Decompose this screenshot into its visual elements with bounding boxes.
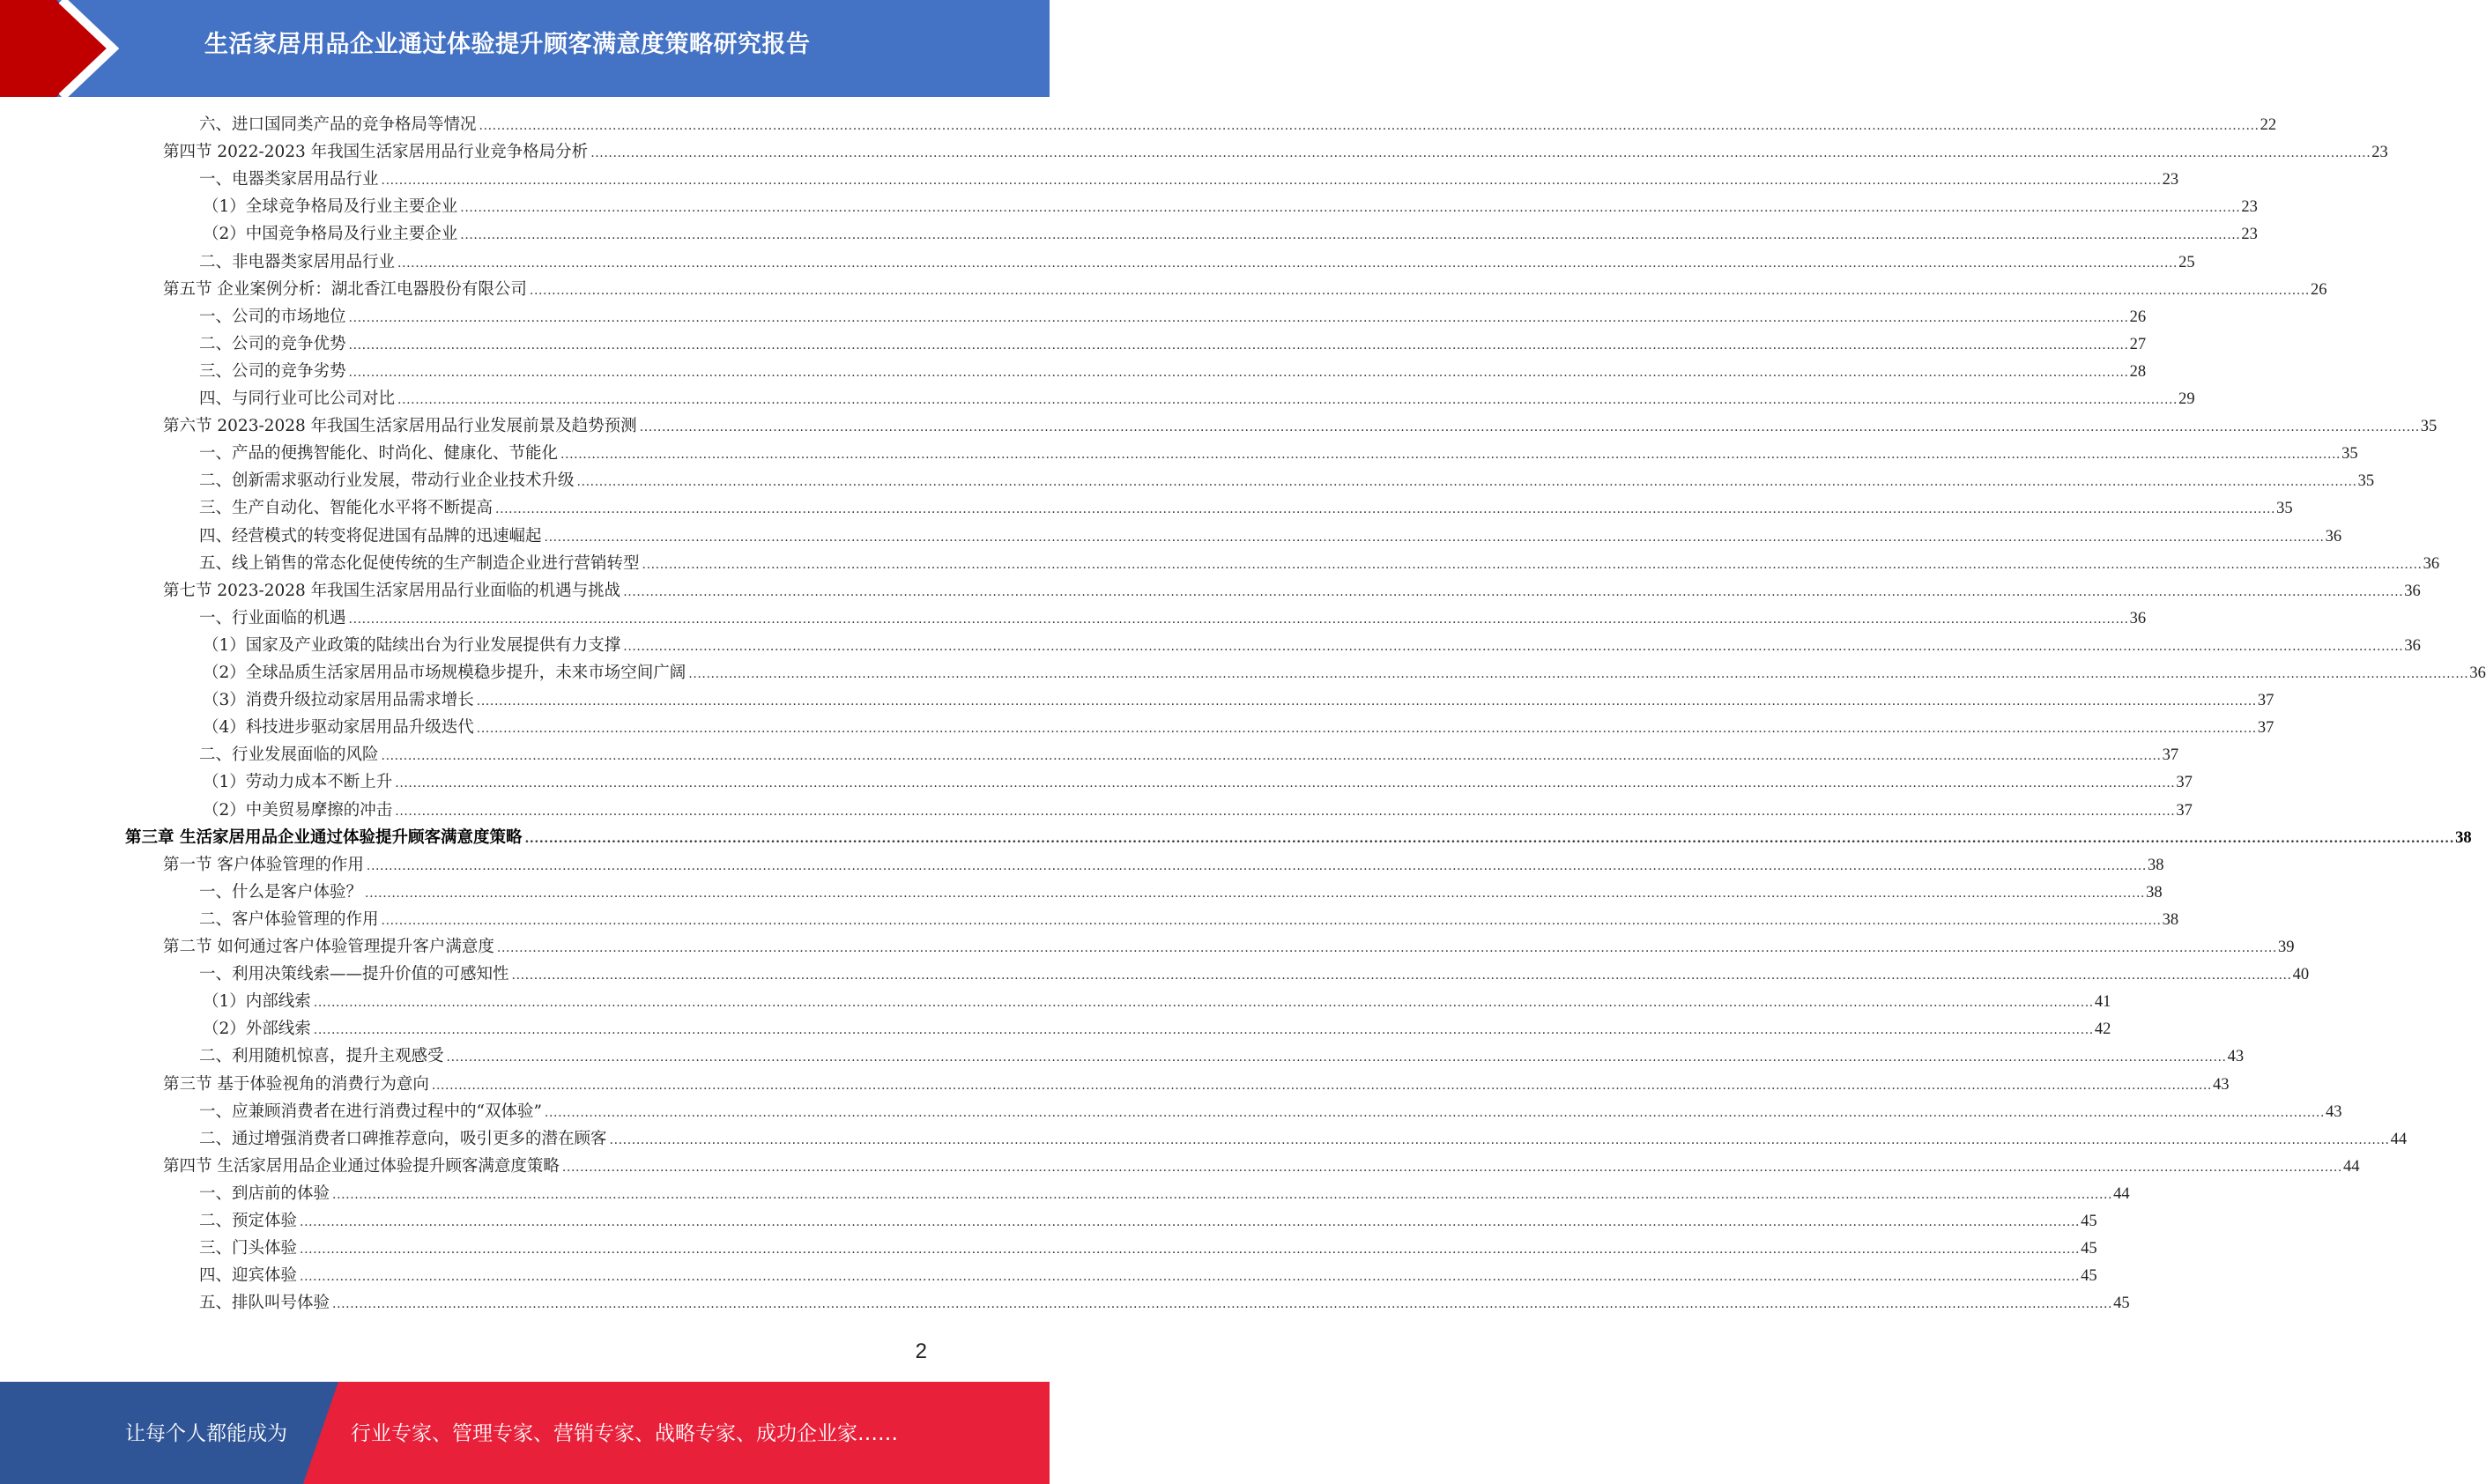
toc-page-number: 26 (2310, 281, 2327, 299)
toc-subsection-entry[interactable] (199, 1235, 2097, 1262)
toc-page-number: 35 (2420, 418, 2438, 435)
toc-subsection-entry[interactable] (199, 249, 2195, 276)
toc-dot-leader: ................................................................................................................................................................................................................................................................................................................................................................................................................ (348, 612, 2129, 627)
toc-entry-title: 第四节 2022-2023 年我国生活家居用品行业竞争格局分析 (163, 143, 589, 161)
toc-page-number: 26 (2129, 308, 2147, 326)
toc-subsection-entry[interactable] (199, 386, 2195, 412)
toc-dot-leader: ................................................................................................................................................................................................................................................................................................................................................................................................................ (348, 366, 2129, 380)
toc-dot-leader: ................................................................................................................................................................................................................................................................................................................................................................................................................ (642, 558, 2423, 572)
toc-subsection-entry[interactable] (199, 605, 2147, 632)
toc-page-number: 38 (2146, 884, 2163, 902)
toc-subsection-entry[interactable] (203, 715, 2275, 741)
toc-dot-leader: ................................................................................................................................................................................................................................................................................................................................................................................................................ (590, 146, 2371, 160)
toc-section-entry[interactable] (163, 1154, 2360, 1180)
toc-page-number: 37 (2176, 774, 2193, 791)
toc-dot-leader: ................................................................................................................................................................................................................................................................................................................................................................................................................ (460, 201, 2241, 215)
toc-dot-leader: ................................................................................................................................................................................................................................................................................................................................................................................................................ (560, 448, 2341, 462)
toc-dot-leader: ................................................................................................................................................................................................................................................................................................................................................................................................................ (529, 284, 2310, 298)
toc-page-number: 38 (2455, 829, 2472, 847)
toc-dot-leader: ................................................................................................................................................................................................................................................................................................................................................................................................................ (300, 1243, 2081, 1257)
toc-section-entry[interactable] (163, 934, 2295, 961)
header-banner (0, 0, 1050, 97)
toc-dot-leader: ................................................................................................................................................................................................................................................................................................................................................................................................................ (300, 1270, 2081, 1284)
toc-entry-title: （2）中国竞争格局及行业主要企业 (203, 225, 458, 243)
toc-entry-title: 四、与同行业可比公司对比 (199, 390, 396, 408)
toc-entry-title: 第六节 2023-2028 年我国生活家居用品行业发展前景及趋势预测 (163, 417, 637, 435)
toc-subsection-entry[interactable] (203, 687, 2275, 714)
toc-subsection-entry[interactable] (199, 359, 2147, 385)
toc-entry-title: （2）外部线索 (203, 1020, 311, 1038)
page-number: 2 (915, 1339, 927, 1363)
toc-subsection-entry[interactable] (199, 1099, 2342, 1125)
toc-subsection-entry[interactable] (203, 769, 2193, 796)
toc-page-number: 43 (2212, 1076, 2230, 1094)
toc-page-number: 35 (2341, 445, 2358, 463)
toc-entry-title: （1）内部线索 (203, 992, 311, 1011)
toc-page-number: 44 (2342, 1158, 2360, 1176)
toc-subsection-entry[interactable] (199, 1208, 2097, 1235)
toc-subsection-entry[interactable] (199, 331, 2147, 358)
toc-page-number: 38 (2162, 911, 2179, 929)
toc-dot-leader: ................................................................................................................................................................................................................................................................................................................................................................................................................ (348, 338, 2129, 352)
toc-subsection-entry[interactable] (199, 907, 2179, 933)
toc-entry-title: （2）中美贸易摩擦的冲击 (203, 801, 393, 820)
toc-dot-leader: ................................................................................................................................................................................................................................................................................................................................................................................................................ (479, 119, 2260, 133)
footer-banner (0, 1382, 1050, 1484)
toc-entry-title: 二、预定体验 (199, 1212, 298, 1230)
toc-entry-title: 六、进口国同类产品的竞争格局等情况 (199, 115, 477, 134)
toc-page-number: 42 (2094, 1020, 2111, 1038)
toc-page-number: 43 (2227, 1048, 2245, 1065)
toc-entry-title: 五、排队叫号体验 (199, 1294, 330, 1312)
toc-entry-title: 第七节 2023-2028 年我国生活家居用品行业面临的机遇与挑战 (163, 582, 621, 600)
toc-page-number: 43 (2326, 1103, 2342, 1121)
toc-entry-title: 第二节 如何通过客户体验管理提升客户满意度 (163, 938, 494, 956)
toc-entry-title: （2）全球品质生活家居用品市场规模稳步提升，未来市场空间广阔 (203, 664, 686, 682)
toc-dot-leader: ................................................................................................................................................................................................................................................................................................................................................................................................................ (623, 585, 2404, 599)
toc-section-entry[interactable] (163, 277, 2327, 303)
toc-entry-title: 第五节 企业案例分析：湖北香江电器股份有限公司 (163, 280, 527, 299)
toc-subsection-entry[interactable] (203, 633, 2421, 659)
toc-subsection-entry[interactable] (199, 495, 2293, 522)
toc-subsection-entry[interactable] (199, 304, 2147, 330)
toc-entry-title: 二、创新需求驱动行业发展，带动行业企业技术升级 (199, 471, 575, 490)
toc-subsection-entry[interactable] (199, 1290, 2130, 1317)
toc-entry-title: 第三章 生活家居用品企业通过体验提升顾客满意度策略 (125, 828, 523, 847)
toc-entry-title: 二、行业发展面临的风险 (199, 746, 379, 764)
toc-page-number: 45 (2081, 1213, 2097, 1230)
toc-entry-title: 第四节 生活家居用品企业通过体验提升顾客满意度策略 (163, 1157, 560, 1176)
toc-page-number: 45 (2113, 1295, 2130, 1312)
footer-slogan-right: 行业专家、管理专家、营销专家、战略专家、成功企业家…… (351, 1422, 898, 1445)
toc-entry-title: 二、通过增强消费者口碑推荐意向，吸引更多的潜在顾客 (199, 1130, 607, 1148)
toc-page-number: 28 (2129, 363, 2147, 381)
toc-subsection-entry[interactable] (203, 221, 2258, 248)
toc-entry-title: 五、线上销售的常态化促使传统的生产制造企业进行营销转型 (199, 554, 640, 573)
toc-section-entry[interactable] (163, 1072, 2230, 1098)
toc-dot-leader: ................................................................................................................................................................................................................................................................................................................................................................................................................ (623, 640, 2404, 654)
toc-page-number: 36 (2404, 582, 2421, 600)
toc-subsection-entry[interactable] (199, 468, 2375, 494)
toc-dot-leader: ................................................................................................................................................................................................................................................................................................................................................................................................................ (496, 941, 2277, 955)
toc-page-number: 23 (2371, 144, 2388, 161)
toc-dot-leader: ................................................................................................................................................................................................................................................................................................................................................................................................................ (332, 1297, 2113, 1311)
toc-dot-leader: ................................................................................................................................................................................................................................................................................................................................................................................................................ (395, 805, 2176, 819)
toc-dot-leader: ................................................................................................................................................................................................................................................................................................................................................................................................................ (544, 1106, 2325, 1120)
toc-subsection-entry[interactable] (203, 194, 2258, 220)
toc-entry-title: 二、非电器类家居用品行业 (199, 253, 396, 271)
toc-entry-title: 三、公司的竞争劣势 (199, 362, 346, 381)
toc-page-number: 37 (2257, 719, 2275, 737)
toc-entry-title: 一、产品的便携智能化、时尚化、健康化、节能化 (199, 444, 559, 463)
toc-dot-leader: ................................................................................................................................................................................................................................................................................................................................................................................................................ (476, 694, 2257, 709)
toc-entry-title: 一、电器类家居用品行业 (199, 170, 379, 189)
toc-entry-title: 一、公司的市场地位 (199, 308, 346, 326)
toc-subsection-entry[interactable] (199, 1181, 2130, 1207)
toc-dot-leader: ................................................................................................................................................................................................................................................................................................................................................................................................................ (348, 311, 2129, 325)
toc-entry-title: 二、客户体验管理的作用 (199, 910, 379, 929)
toc-entry-title: 第三节 基于体验视角的消费行为意向 (163, 1075, 429, 1094)
toc-entry-title: 一、什么是客户体验？ (199, 883, 363, 902)
toc-subsection-entry[interactable] (203, 1016, 2111, 1043)
toc-section-entry[interactable] (163, 413, 2438, 440)
toc-page-number: 37 (2162, 746, 2179, 764)
toc-entry-title: 三、生产自动化、智能化水平将不断提高 (199, 499, 493, 517)
toc-chapter-entry[interactable] (125, 825, 2472, 851)
toc-subsection-entry[interactable] (199, 112, 2277, 138)
toc-page-number: 35 (2357, 472, 2375, 490)
toc-entry-title: 一、行业面临的机遇 (199, 609, 346, 627)
toc-subsection-entry[interactable] (203, 989, 2111, 1015)
toc-page-number: 23 (2241, 198, 2258, 216)
toc-page-number: 22 (2260, 116, 2277, 134)
toc-entry-title: （1）全球竞争格局及行业主要企业 (203, 197, 458, 216)
toc-dot-leader: ................................................................................................................................................................................................................................................................................................................................................................................................................ (688, 667, 2469, 681)
toc-dot-leader: ................................................................................................................................................................................................................................................................................................................................................................................................................ (300, 1215, 2081, 1229)
toc-page-number: 25 (2178, 254, 2195, 271)
toc-subsection-entry[interactable] (199, 961, 2310, 988)
footer-slogan-left: 让每个人都能成为 (125, 1422, 287, 1445)
toc-subsection-entry[interactable] (203, 660, 2486, 686)
toc-entry-title: 二、利用随机惊喜，提升主观感受 (199, 1047, 444, 1065)
toc-page-number: 36 (2423, 555, 2440, 573)
toc-page-number: 29 (2178, 390, 2195, 408)
toc-subsection-entry[interactable] (203, 798, 2193, 824)
report-title: 生活家居用品企业通过体验提升顾客满意度策略研究报告 (204, 31, 811, 58)
toc-dot-leader: ................................................................................................................................................................................................................................................................................................................................................................................................................ (397, 393, 2178, 407)
toc-entry-title: （1）国家及产业政策的陆续出台为行业发展提供有力支撑 (203, 636, 621, 655)
toc-dot-leader: ................................................................................................................................................................................................................................................................................................................................................................................................................ (524, 832, 2455, 846)
toc-subsection-entry[interactable] (199, 441, 2358, 467)
toc-dot-leader: ................................................................................................................................................................................................................................................................................................................................................................................................................ (381, 749, 2162, 763)
toc-dot-leader: ................................................................................................................................................................................................................................................................................................................................................................................................................ (576, 475, 2357, 489)
toc-subsection-entry[interactable] (199, 523, 2342, 550)
toc-dot-leader: ................................................................................................................................................................................................................................................................................................................................................................................................................ (639, 420, 2420, 434)
toc-page-number: 37 (2176, 802, 2193, 820)
toc-page-number: 36 (2404, 637, 2421, 655)
toc-page-number: 23 (2241, 226, 2258, 243)
toc-entry-title: （4）科技进步驱动家居用品升级迭代 (203, 718, 474, 737)
toc-dot-leader: ................................................................................................................................................................................................................................................................................................................................................................................................................ (544, 531, 2325, 545)
toc-entry-title: 一、利用决策线索——提升价值的可感知性 (199, 965, 509, 983)
toc-subsection-entry[interactable] (199, 742, 2179, 768)
toc-section-entry[interactable] (163, 139, 2388, 166)
toc-dot-leader: ................................................................................................................................................................................................................................................................................................................................................................................................................ (332, 1188, 2113, 1202)
toc-entry-title: 四、迎宾体验 (199, 1266, 298, 1285)
toc-dot-leader: ................................................................................................................................................................................................................................................................................................................................................................................................................ (476, 722, 2257, 736)
toc-page-number: 39 (2277, 939, 2295, 956)
toc-subsection-entry[interactable] (199, 1263, 2097, 1289)
toc-dot-leader: ................................................................................................................................................................................................................................................................................................................................................................................................................ (381, 174, 2162, 188)
toc-subsection-entry[interactable] (199, 879, 2163, 906)
toc-subsection-entry[interactable] (199, 167, 2179, 193)
toc-page-number: 23 (2162, 171, 2179, 189)
toc-subsection-entry[interactable] (199, 551, 2440, 577)
toc-dot-leader: ................................................................................................................................................................................................................................................................................................................................................................................................................ (460, 228, 2241, 242)
toc-subsection-entry[interactable] (199, 1043, 2245, 1070)
toc-entry-title: （1）劳动力成本不断上升 (203, 773, 393, 791)
toc-entry-title: 四、经营模式的转变将促进国有品牌的迅速崛起 (199, 527, 542, 545)
toc-dot-leader: ................................................................................................................................................................................................................................................................................................................................................................................................................ (495, 502, 2276, 516)
toc-page-number: 45 (2081, 1240, 2097, 1258)
toc-page-number: 44 (2113, 1185, 2130, 1203)
toc-entry-title: （3）消费升级拉动家居用品需求增长 (203, 691, 474, 709)
toc-dot-leader: ................................................................................................................................................................................................................................................................................................................................................................................................................ (561, 1161, 2342, 1175)
toc-dot-leader: ................................................................................................................................................................................................................................................................................................................................................................................................................ (397, 256, 2178, 271)
toc-entry-title: 第一节 客户体验管理的作用 (163, 856, 364, 874)
toc-entry-title: 一、应兼顾消费者在进行消费过程中的“双体验” (199, 1102, 542, 1121)
toc-subsection-entry[interactable] (199, 1126, 2408, 1153)
toc-section-entry[interactable] (163, 852, 2164, 879)
toc-page-number: 41 (2094, 993, 2111, 1011)
toc-section-entry[interactable] (163, 578, 2421, 605)
toc-dot-leader: ................................................................................................................................................................................................................................................................................................................................................................................................................ (381, 914, 2162, 928)
toc-dot-leader: ................................................................................................................................................................................................................................................................................................................................................................................................................ (395, 776, 2176, 790)
toc-page-number: 38 (2147, 857, 2164, 874)
toc-entry-title: 二、公司的竞争优势 (199, 335, 346, 353)
toc-page-number: 27 (2129, 336, 2147, 353)
toc-page-number: 36 (2469, 664, 2486, 682)
toc-page-number: 35 (2276, 500, 2293, 517)
toc-dot-leader: ................................................................................................................................................................................................................................................................................................................................................................................................................ (431, 1079, 2212, 1093)
toc-dot-leader: ................................................................................................................................................................................................................................................................................................................................................................................................................ (366, 859, 2147, 873)
toc-entry-title: 一、到店前的体验 (199, 1184, 330, 1203)
toc-page-number: 36 (2325, 528, 2342, 545)
toc-page-number: 36 (2129, 610, 2147, 627)
toc-entry-title: 三、门头体验 (199, 1239, 298, 1258)
toc-dot-leader: ................................................................................................................................................................................................................................................................................................................................................................................................................ (365, 887, 2146, 901)
toc-dot-leader: ................................................................................................................................................................................................................................................................................................................................................................................................................ (313, 996, 2094, 1010)
toc-dot-leader: ................................................................................................................................................................................................................................................................................................................................................................................................................ (511, 968, 2292, 983)
toc-page-number: 44 (2390, 1131, 2408, 1148)
toc-page-number: 37 (2257, 692, 2275, 709)
toc-dot-leader: ................................................................................................................................................................................................................................................................................................................................................................................................................ (446, 1050, 2227, 1065)
toc-page-number: 40 (2292, 966, 2310, 983)
toc-page-number: 45 (2081, 1267, 2097, 1285)
toc-dot-leader: ................................................................................................................................................................................................................................................................................................................................................................................................................ (313, 1023, 2094, 1037)
toc-dot-leader: ................................................................................................................................................................................................................................................................................................................................................................................................................ (609, 1133, 2390, 1147)
